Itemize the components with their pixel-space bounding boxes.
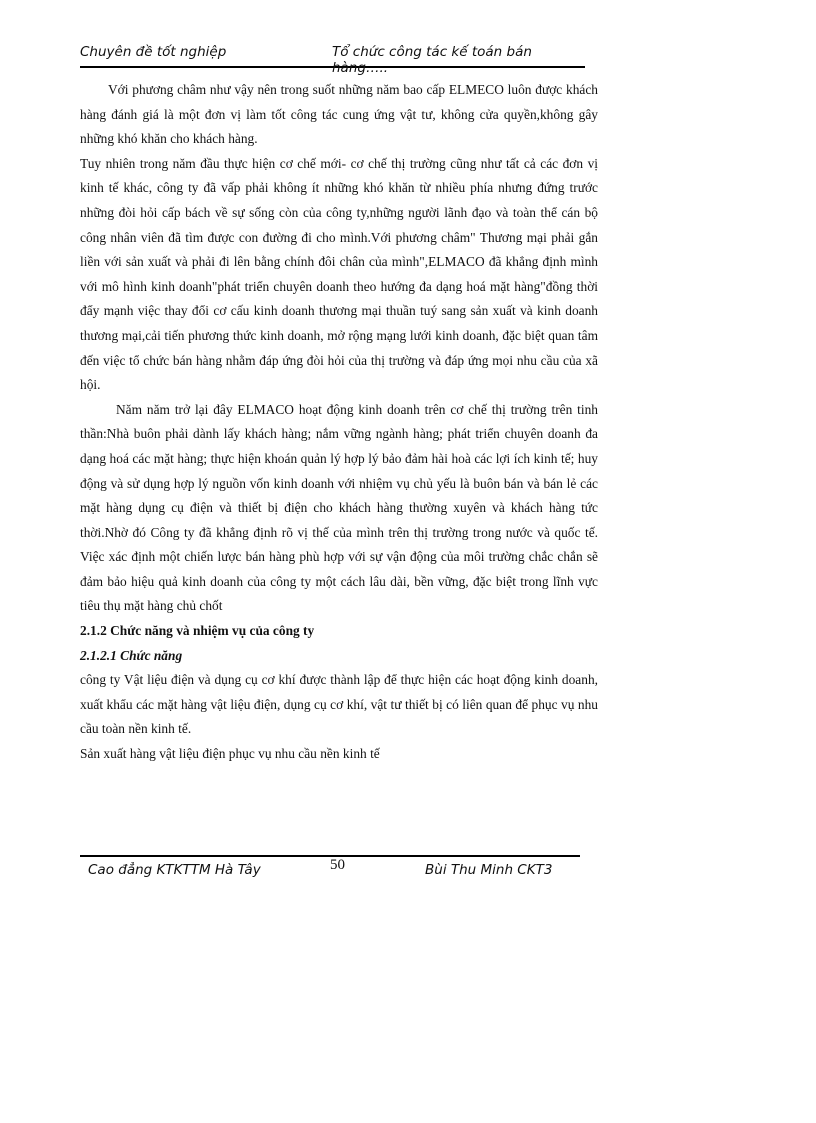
paragraph-1: Với phương châm như vậy nên trong suốt những năm bao cấp ELMECO luôn được khách hàng đánh giá là một đơn vị làm tốt công tác cung ứng vật tư, không cửa quyền,không gây những khó khăn cho khách hàng. — [80, 82, 598, 147]
header-left-text: Chuyên đề tốt nghiệp — [80, 44, 227, 60]
document-body — [80, 78, 598, 767]
footer-right-text: Bùi Thu Minh CKT3 — [425, 862, 553, 878]
page-header — [80, 40, 585, 76]
paragraph-3: Năm năm trở lại đây ELMACO hoạt động kinh doanh trên cơ chế thị trường trên tinh thần:Nhà buôn phải dành lấy khách hàng; nắm vững ngành hàng; phát triển chuyên doanh đa dạng hoá các mặt hàng; thực hiện khoán quản lý hợp lý bảo đảm hài hoà các lợi ích kinh tế; huy động và sử dụng hợp lý nguồn vốn kinh doanh với nhiệm vụ chủ yếu là buôn bán và bán lẻ các mặt hàng dụng cụ điện và thiết bị điện cho khách hàng thường xuyên và khách hàng tức thời.Nhờ đó Công ty đã khẳng định rõ vị thế của mình trên thị trường trong nước và quốc tế. Việc xác định một chiến lược bán hàng phù hợp với sự vận động của môi trường chắc chắn sẽ đảm bảo hiệu quả kinh doanh của công ty một cách lâu dài, bền vững, đặc biệt trong lĩnh vực tiêu thụ mặt hàng chủ chốt — [80, 401, 598, 614]
footer-left-text: Cao đẳng KTKTTM Hà Tây — [88, 862, 261, 878]
header-right-text: Tổ chức công tác kế toán bán hàng….. — [332, 44, 532, 76]
paragraph-2: Tuy nhiên trong năm đầu thực hiện cơ chế mới- cơ chế thị trường cũng như tất cả các đơn vị kinh tế khác, công ty đã vấp phải không ít những khó khăn từ nhiều phía nhưng đứng trước những đòi hỏi cấp bách về sự sống còn của công ty,những người lãnh đạo và toàn thể cán bộ công nhân viên đã tìm được con đường đi cho mình.Với phương châm" Thương mại phải gắn liền với sản xuất và phải đi lên bằng chính đôi chân của mình",ELMACO đã khẳng định mình với mô hình kinh doanh"phát triển chuyên doanh theo hướng đa dạng hoá mặt hàng"đồng thời đẩy mạnh việc thay đổi cơ cấu kinh doanh thương mại thuần tuý sang sản xuất và kinh doanh thương mại,cải tiến phương thức kinh doanh, mở rộng mạng lưới kinh doanh, đặc biệt quan tâm đến việc tổ chức bán hàng nhằm đáp ứng đòi hỏi của thị trường và đáp ứng mọi nhu cầu của xã hội. — [80, 155, 598, 393]
paragraph-5: Sản xuất hàng vật liệu điện phục vụ nhu cầu nền kinh tế — [80, 746, 380, 762]
subsection-heading: 2.1.2.1 Chức năng — [80, 647, 183, 663]
section-heading: 2.1.2 Chức năng và nhiệm vụ của công ty — [80, 623, 315, 639]
page-number: 50 — [330, 857, 345, 873]
paragraph-4: công ty Vật liệu điện và dụng cụ cơ khí được thành lập để thực hiện các hoạt động kinh doanh, xuất khẩu các mặt hàng vật liệu điện, dụng cụ cơ khí, vật tư thiết bị có liên quan để phục vụ nhu cầu toàn nền kinh tế. — [80, 672, 598, 737]
